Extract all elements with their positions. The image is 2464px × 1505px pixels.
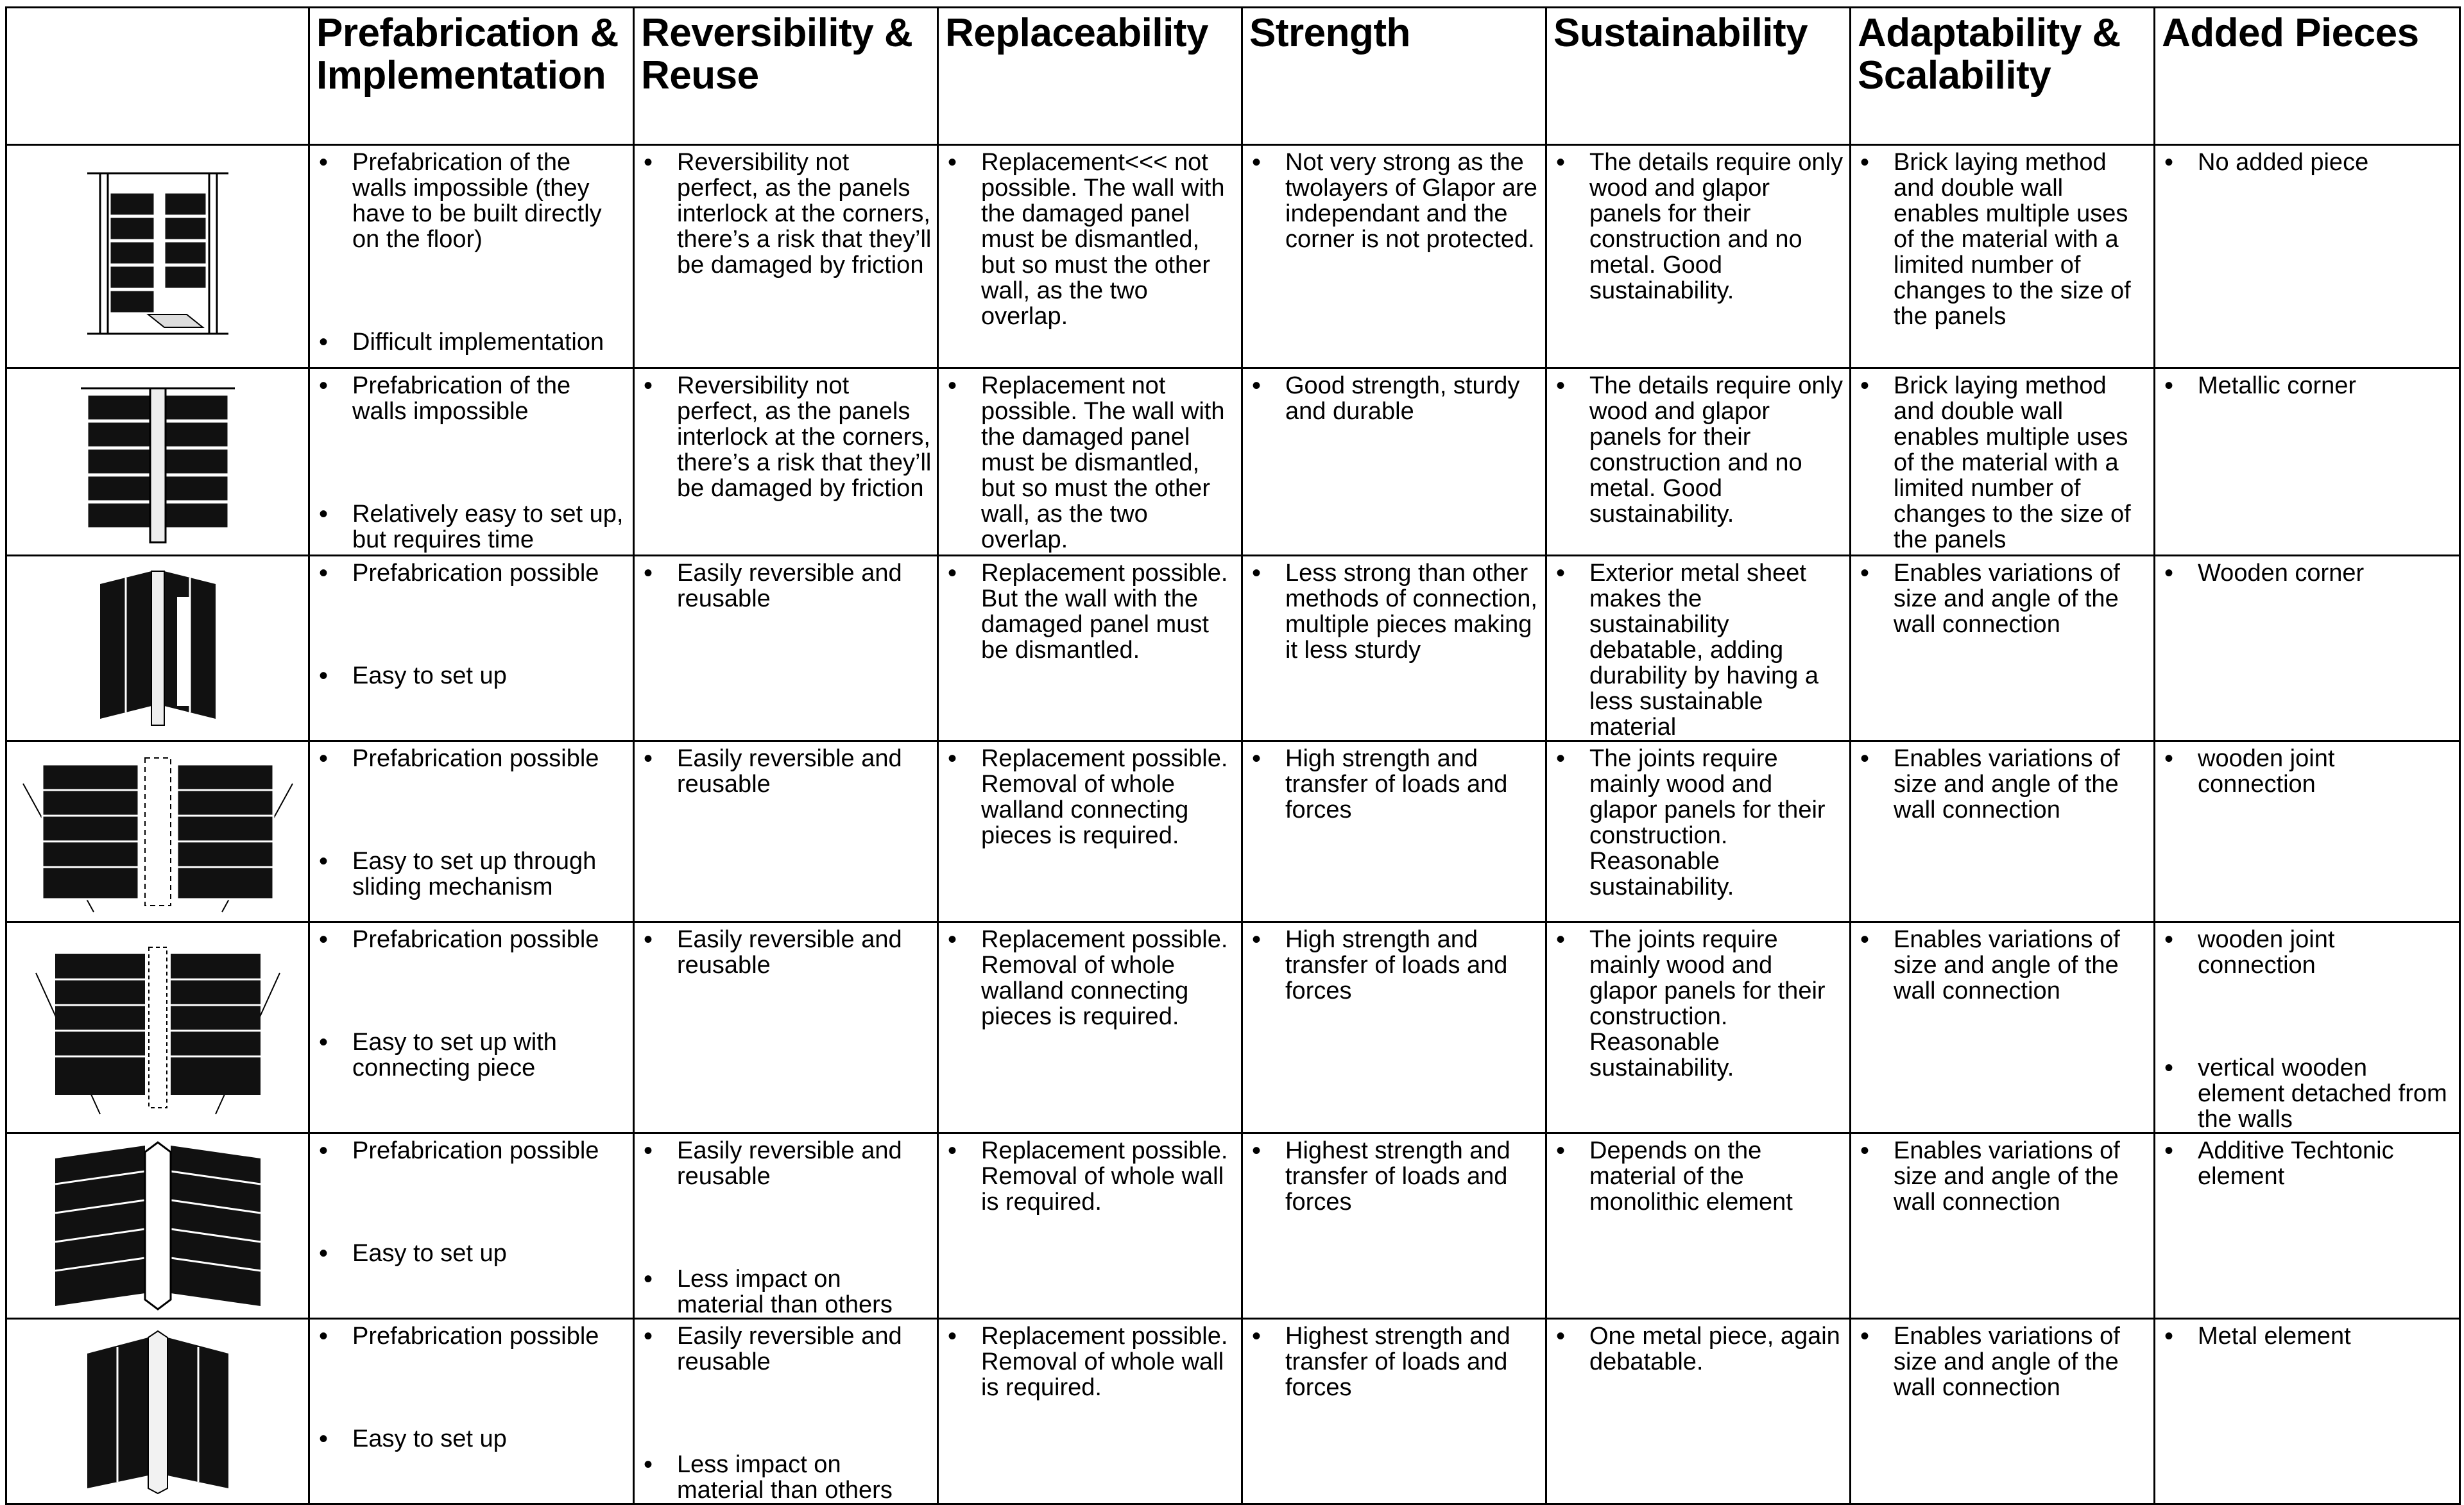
cell-prefabrication [309, 556, 634, 741]
bullet-item: • Easy to set up with connecting piece [315, 1029, 628, 1081]
cell-sustainability [1546, 741, 1851, 922]
cell-added-pieces [2155, 145, 2460, 368]
cell-sustainability [1546, 368, 1851, 556]
bullet-item: • Prefabrication possible [315, 746, 628, 771]
header-added-pieces: Added Pieces [2155, 8, 2460, 145]
bullet-item: • Brick laying method and double wall enables multiple uses of the material with a limited number of changes to the size of the panels [1856, 373, 2148, 553]
table-row [6, 556, 2460, 741]
header-adaptability: Adaptability & Scalability [1851, 8, 2155, 145]
wooden-corner-panel-icon [81, 565, 235, 732]
row-illustration [6, 556, 309, 741]
bullet-item: • Less impact on material than others [640, 1452, 932, 1503]
header-row [6, 8, 2460, 145]
metallic-corner-wall-icon [68, 375, 248, 549]
bullet-item: • Enables variations of size and angle of the wall connection [1856, 560, 2148, 637]
header-prefabrication: Prefabrication & Implementation [309, 8, 634, 145]
cell-reversibility [634, 556, 938, 741]
cell-prefabrication [309, 741, 634, 922]
bullet-item: • wooden joint connection [2160, 927, 2454, 978]
bullet-item: • Prefabrication possible [315, 560, 628, 586]
cell-added-pieces [2155, 1133, 2460, 1319]
cell-strength [1242, 145, 1546, 368]
metal-element-wall-icon [74, 1328, 241, 1495]
bullet-item: • Enables variations of size and angle of the wall connection [1856, 1138, 2148, 1215]
header-sustainability: Sustainability [1546, 8, 1851, 145]
cell-replaceability [938, 922, 1242, 1133]
comparison-table [5, 6, 2461, 1505]
bullet-item: • Replacement possible. But the wall with the damaged panel must be dismantled. [944, 560, 1236, 663]
bullet-item: • Metallic corner [2160, 373, 2454, 399]
bullet-item: • Difficult implementation [315, 329, 628, 355]
cell-adaptability [1851, 556, 2155, 741]
bullet-item: • Highest strength and transfer of loads and forces [1248, 1138, 1540, 1215]
bullet-item: • Easily reversible and reusable [640, 1138, 932, 1189]
bullet-item: • Easily reversible and reusable [640, 560, 932, 612]
cell-sustainability [1546, 1133, 1851, 1319]
bullet-item: • Prefabrication possible [315, 1138, 628, 1164]
cell-prefabrication [309, 1133, 634, 1319]
bullet-item: • Reversibility not perfect, as the panels interlock at the corners, there’s a risk that they’ll be damaged by friction [640, 150, 932, 278]
cell-reversibility [634, 1133, 938, 1319]
bullet-item: • Easy to set up [315, 1426, 628, 1452]
cell-adaptability [1851, 741, 2155, 922]
header-reversibility: Reversibility & Reuse [634, 8, 938, 145]
bullet-item: • Wooden corner [2160, 560, 2454, 586]
cell-replaceability [938, 1133, 1242, 1319]
bullet-item: • Highest strength and transfer of loads and forces [1248, 1323, 1540, 1400]
bullet-item: • Easily reversible and reusable [640, 1323, 932, 1375]
bullet-item: • One metal piece, again debatable. [1552, 1323, 1844, 1375]
bullet-item: • Easily reversible and reusable [640, 746, 932, 797]
cell-prefabrication [309, 368, 634, 556]
table-row [6, 1319, 2460, 1504]
bullet-item: • Metal element [2160, 1323, 2454, 1349]
cell-adaptability [1851, 922, 2155, 1133]
bullet-item: • Replacement possible. Removal of whole walland connecting pieces is required. [944, 927, 1236, 1029]
bullet-item: • Reversibility not perfect, as the panels interlock at the corners, there’s a risk that they’ll be damaged by friction [640, 373, 932, 501]
cell-prefabrication [309, 1319, 634, 1504]
cell-strength [1242, 368, 1546, 556]
bullet-item: • Brick laying method and double wall enables multiple uses of the material with a limited number of changes to the size of the panels [1856, 150, 2148, 329]
bullet-item: • Replacement<<< not possible. The wall with the damaged panel must be dismantled, but so must the other wall, as the two overlap. [944, 150, 1236, 329]
bullet-item: • Prefabrication possible [315, 927, 628, 952]
cell-reversibility [634, 145, 938, 368]
cell-replaceability [938, 145, 1242, 368]
cell-added-pieces [2155, 368, 2460, 556]
row-illustration [6, 741, 309, 922]
bullet-item: • Additive Techtonic element [2160, 1138, 2454, 1189]
cell-prefabrication [309, 145, 634, 368]
table-row [6, 145, 2460, 368]
cell-adaptability [1851, 1133, 2155, 1319]
table-row [6, 368, 2460, 556]
cell-replaceability [938, 368, 1242, 556]
bullet-item: • Easy to set up through sliding mechanism [315, 848, 628, 900]
bullet-item: • The details require only wood and glapor panels for their construction and no metal. Good sustainability. [1552, 150, 1844, 304]
cell-strength [1242, 1133, 1546, 1319]
cell-sustainability [1546, 556, 1851, 741]
cell-added-pieces [2155, 741, 2460, 922]
cell-prefabrication [309, 922, 634, 1133]
cell-added-pieces [2155, 556, 2460, 741]
cell-sustainability [1546, 1319, 1851, 1504]
connecting-piece-wall-icon [30, 934, 286, 1121]
row-illustration [6, 145, 309, 368]
cell-adaptability [1851, 368, 2155, 556]
bullet-item: • The joints require mainly wood and glapor panels for their construction. Reasonable sustainability. [1552, 746, 1844, 900]
double-brick-wall-corner-icon [74, 160, 241, 353]
cell-added-pieces [2155, 1319, 2460, 1504]
cell-adaptability [1851, 145, 2155, 368]
header-strength: Strength [1242, 8, 1546, 145]
monolithic-element-wall-icon [42, 1139, 273, 1312]
bullet-item: • Replacement possible. Removal of whole walland connecting pieces is required. [944, 746, 1236, 848]
table-row [6, 741, 2460, 922]
bullet-item: • Depends on the material of the monolithic element [1552, 1138, 1844, 1215]
bullet-item: • Less impact on material than others [640, 1266, 932, 1318]
cell-adaptability [1851, 1319, 2155, 1504]
row-illustration [6, 1319, 309, 1504]
header-replaceability: Replaceability [938, 8, 1242, 145]
cell-strength [1242, 556, 1546, 741]
bullet-item: • The joints require mainly wood and glapor panels for their construction. Reasonable sustainability. [1552, 927, 1844, 1081]
cell-reversibility [634, 922, 938, 1133]
bullet-item: • Enables variations of size and angle of the wall connection [1856, 1323, 2148, 1400]
bullet-item: • Exterior metal sheet makes the sustainability debatable, adding durability by having a less sustainable material [1552, 560, 1844, 740]
bullet-item: • High strength and transfer of loads and forces [1248, 746, 1540, 823]
bullet-item: • Enables variations of size and angle of the wall connection [1856, 927, 2148, 1004]
cell-replaceability [938, 741, 1242, 922]
bullet-item: • Not very strong as the twolayers of Glapor are independant and the corner is not protected. [1248, 150, 1540, 252]
cell-added-pieces [2155, 922, 2460, 1133]
cell-strength [1242, 1319, 1546, 1504]
cell-strength [1242, 741, 1546, 922]
bullet-item: • Replacement possible. Removal of whole wall is required. [944, 1138, 1236, 1215]
table-row [6, 922, 2460, 1133]
bullet-item: • Prefabrication possible [315, 1323, 628, 1349]
bullet-item: • Prefabrication of the walls impossible (they have to be built directly on the floor) [315, 150, 628, 252]
bullet-item: • The details require only wood and glapor panels for their construction and no metal. Good sustainability. [1552, 373, 1844, 527]
cell-replaceability [938, 1319, 1242, 1504]
bullet-item: • High strength and transfer of loads and forces [1248, 927, 1540, 1004]
cell-sustainability [1546, 922, 1851, 1133]
bullet-item: • Easily reversible and reusable [640, 927, 932, 978]
row-illustration [6, 1133, 309, 1319]
cell-sustainability [1546, 145, 1851, 368]
cell-strength [1242, 922, 1546, 1133]
sliding-joint-wall-icon [17, 745, 299, 918]
cell-reversibility [634, 741, 938, 922]
bullet-item: • Replacement possible. Removal of whole wall is required. [944, 1323, 1236, 1400]
cell-replaceability [938, 556, 1242, 741]
bullet-item: • Easy to set up [315, 663, 628, 689]
cell-reversibility [634, 368, 938, 556]
bullet-item: • wooden joint connection [2160, 746, 2454, 797]
table-row [6, 1133, 2460, 1319]
bullet-item: • No added piece [2160, 150, 2454, 175]
bullet-item: • Relatively easy to set up, but requires time [315, 501, 628, 553]
bullet-item: • vertical wooden element detached from the walls [2160, 1055, 2454, 1132]
cell-reversibility [634, 1319, 938, 1504]
row-illustration [6, 368, 309, 556]
bullet-item: • Prefabrication of the walls impossible [315, 373, 628, 424]
bullet-item: • Easy to set up [315, 1241, 628, 1266]
bullet-item: • Replacement not possible. The wall with the damaged panel must be dismantled, but so must the other wall, as the two overlap. [944, 373, 1236, 553]
row-illustration [6, 922, 309, 1133]
header-empty [6, 8, 309, 145]
bullet-item: • Less strong than other methods of connection, multiple pieces making it less sturdy [1248, 560, 1540, 663]
bullet-item: • Good strength, sturdy and durable [1248, 373, 1540, 424]
bullet-item: • Enables variations of size and angle of the wall connection [1856, 746, 2148, 823]
